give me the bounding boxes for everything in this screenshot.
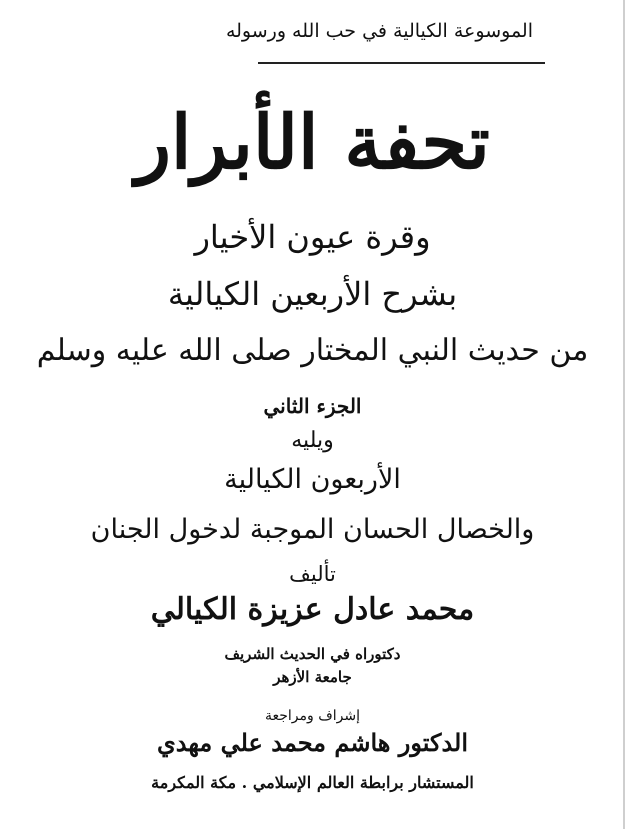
supervision-label: إشراف ومراجعة	[265, 708, 360, 724]
author-name: محمد عادل عزيزة الكيالي	[150, 592, 475, 627]
followed-by-label: ويليه	[291, 428, 334, 453]
appendix-title: الأربعون الكيالية	[224, 464, 401, 495]
author-degree: دكتوراه في الحديث الشريف	[224, 645, 401, 663]
book-title: تحفة الأبرار	[135, 100, 490, 186]
series-underline	[258, 62, 545, 64]
appendix-subtitle: والخصال الحسان الموجبة لدخول الجنان	[90, 514, 535, 545]
subtitle-line-2: بشرح الأربعين الكيالية	[167, 275, 458, 313]
byline-label: تأليف	[289, 562, 336, 586]
subtitle-line-3: من حديث النبي المختار صلى الله عليه وسلم	[36, 333, 589, 368]
author-university: جامعة الأزهر	[273, 668, 352, 686]
volume-label: الجزء الثاني	[263, 394, 362, 418]
supervisor-name: الدكتور هاشم محمد علي مهدي	[156, 728, 469, 757]
subtitle-line-1: وقرة عيون الأخيار	[194, 218, 431, 256]
supervisor-role: المستشار برابطة العالم الإسلامي . مكة المكرمة	[151, 773, 474, 792]
series-title: الموسوعة الكيالية في حب الله ورسوله	[225, 20, 533, 42]
